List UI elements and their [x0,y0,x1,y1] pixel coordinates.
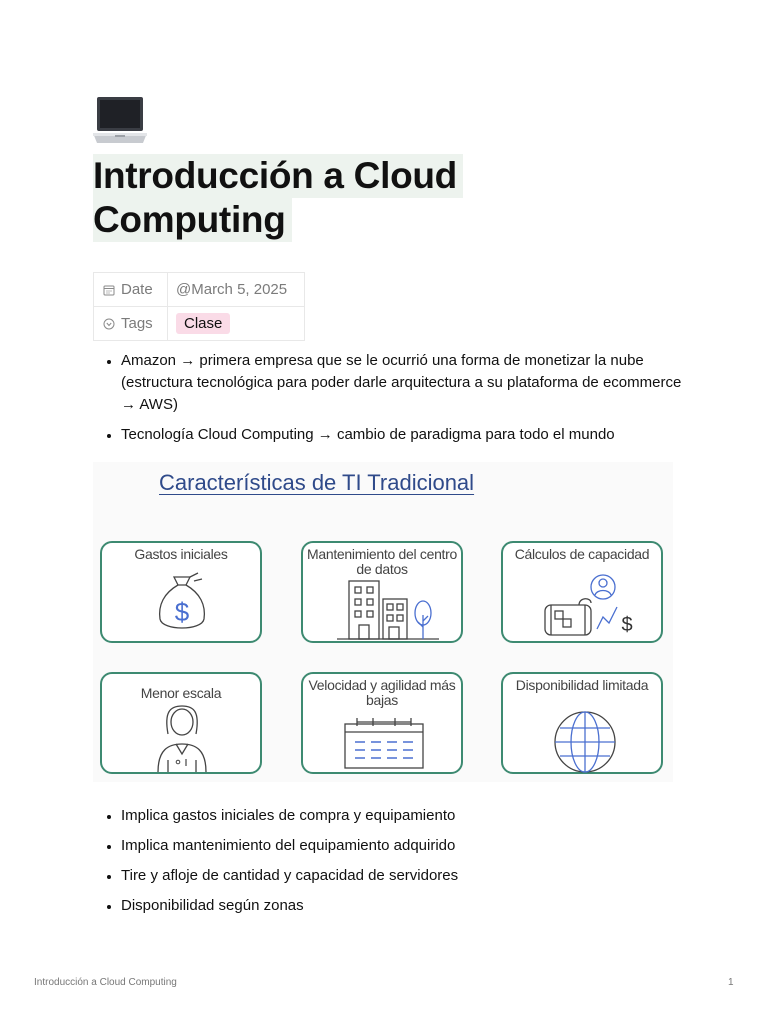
globe-icon [503,674,663,774]
footer-title: Introducción a Cloud Computing [34,977,177,988]
property-tags-row [94,307,305,341]
property-tags-label: Tags [94,307,168,341]
buildings-icon [303,543,463,643]
svg-text:$: $ [621,614,633,636]
capacity-icon [503,543,663,643]
properties-table [93,272,305,341]
card-label: Mantenimiento del centro de datos [307,546,457,577]
money-bag-icon [102,543,262,643]
card-label: Menor escala [140,685,222,701]
list-item: • Disponibilidad según zonas [121,895,691,917]
tag-badge[interactable]: Clase [176,313,230,334]
calendar-icon [303,674,463,774]
card-disponibilidad [501,672,663,774]
card-label: Cálculos de capacidad [514,546,650,562]
footer-page-number: 1 [728,977,734,988]
property-tags-value[interactable] [168,307,305,341]
intro-bullet-list [103,350,691,454]
property-date-value[interactable]: @March 5, 2025 [168,273,305,307]
list-item: • Implica gastos iniciales de compra y equipamiento [121,805,691,827]
list-item: • Amazon → primera empresa que se le ocurrió una forma de monetizar la nube (estructura tecnológica para poder darle arquitectura a su plataforma de ecommerce → AWS) [121,350,691,416]
page-title: Introducción a Cloud Computing [93,154,463,242]
figure-title: Características de TI Tradicional [159,470,475,495]
property-date-label: Date [94,273,168,307]
tags-icon [103,318,115,330]
list-item: • Tire y afloje de cantidad y capacidad de servidores [121,865,691,887]
calendar-icon [103,284,115,296]
card-label: Disponibilidad limitada [515,677,649,693]
card-label: Velocidad y agilidad más bajas [308,677,456,708]
laptop-icon [93,95,147,147]
card-mantenimiento [301,541,463,643]
list-item: • Implica mantenimiento del equipamiento adquirido [121,835,691,857]
card-menor-escala [100,672,262,774]
card-calculos-capacidad [501,541,663,643]
card-gastos-iniciales [100,541,262,643]
card-label: Gastos iniciales [134,546,228,562]
after-bullet-list [103,805,691,925]
property-date-row [94,273,305,307]
card-velocidad-agilidad [301,672,463,774]
svg-text:$: $ [174,597,190,627]
person-icon [102,674,262,774]
list-item: • Tecnología Cloud Computing → cambio de paradigma para todo el mundo [121,424,691,446]
traditional-it-figure [93,462,673,782]
